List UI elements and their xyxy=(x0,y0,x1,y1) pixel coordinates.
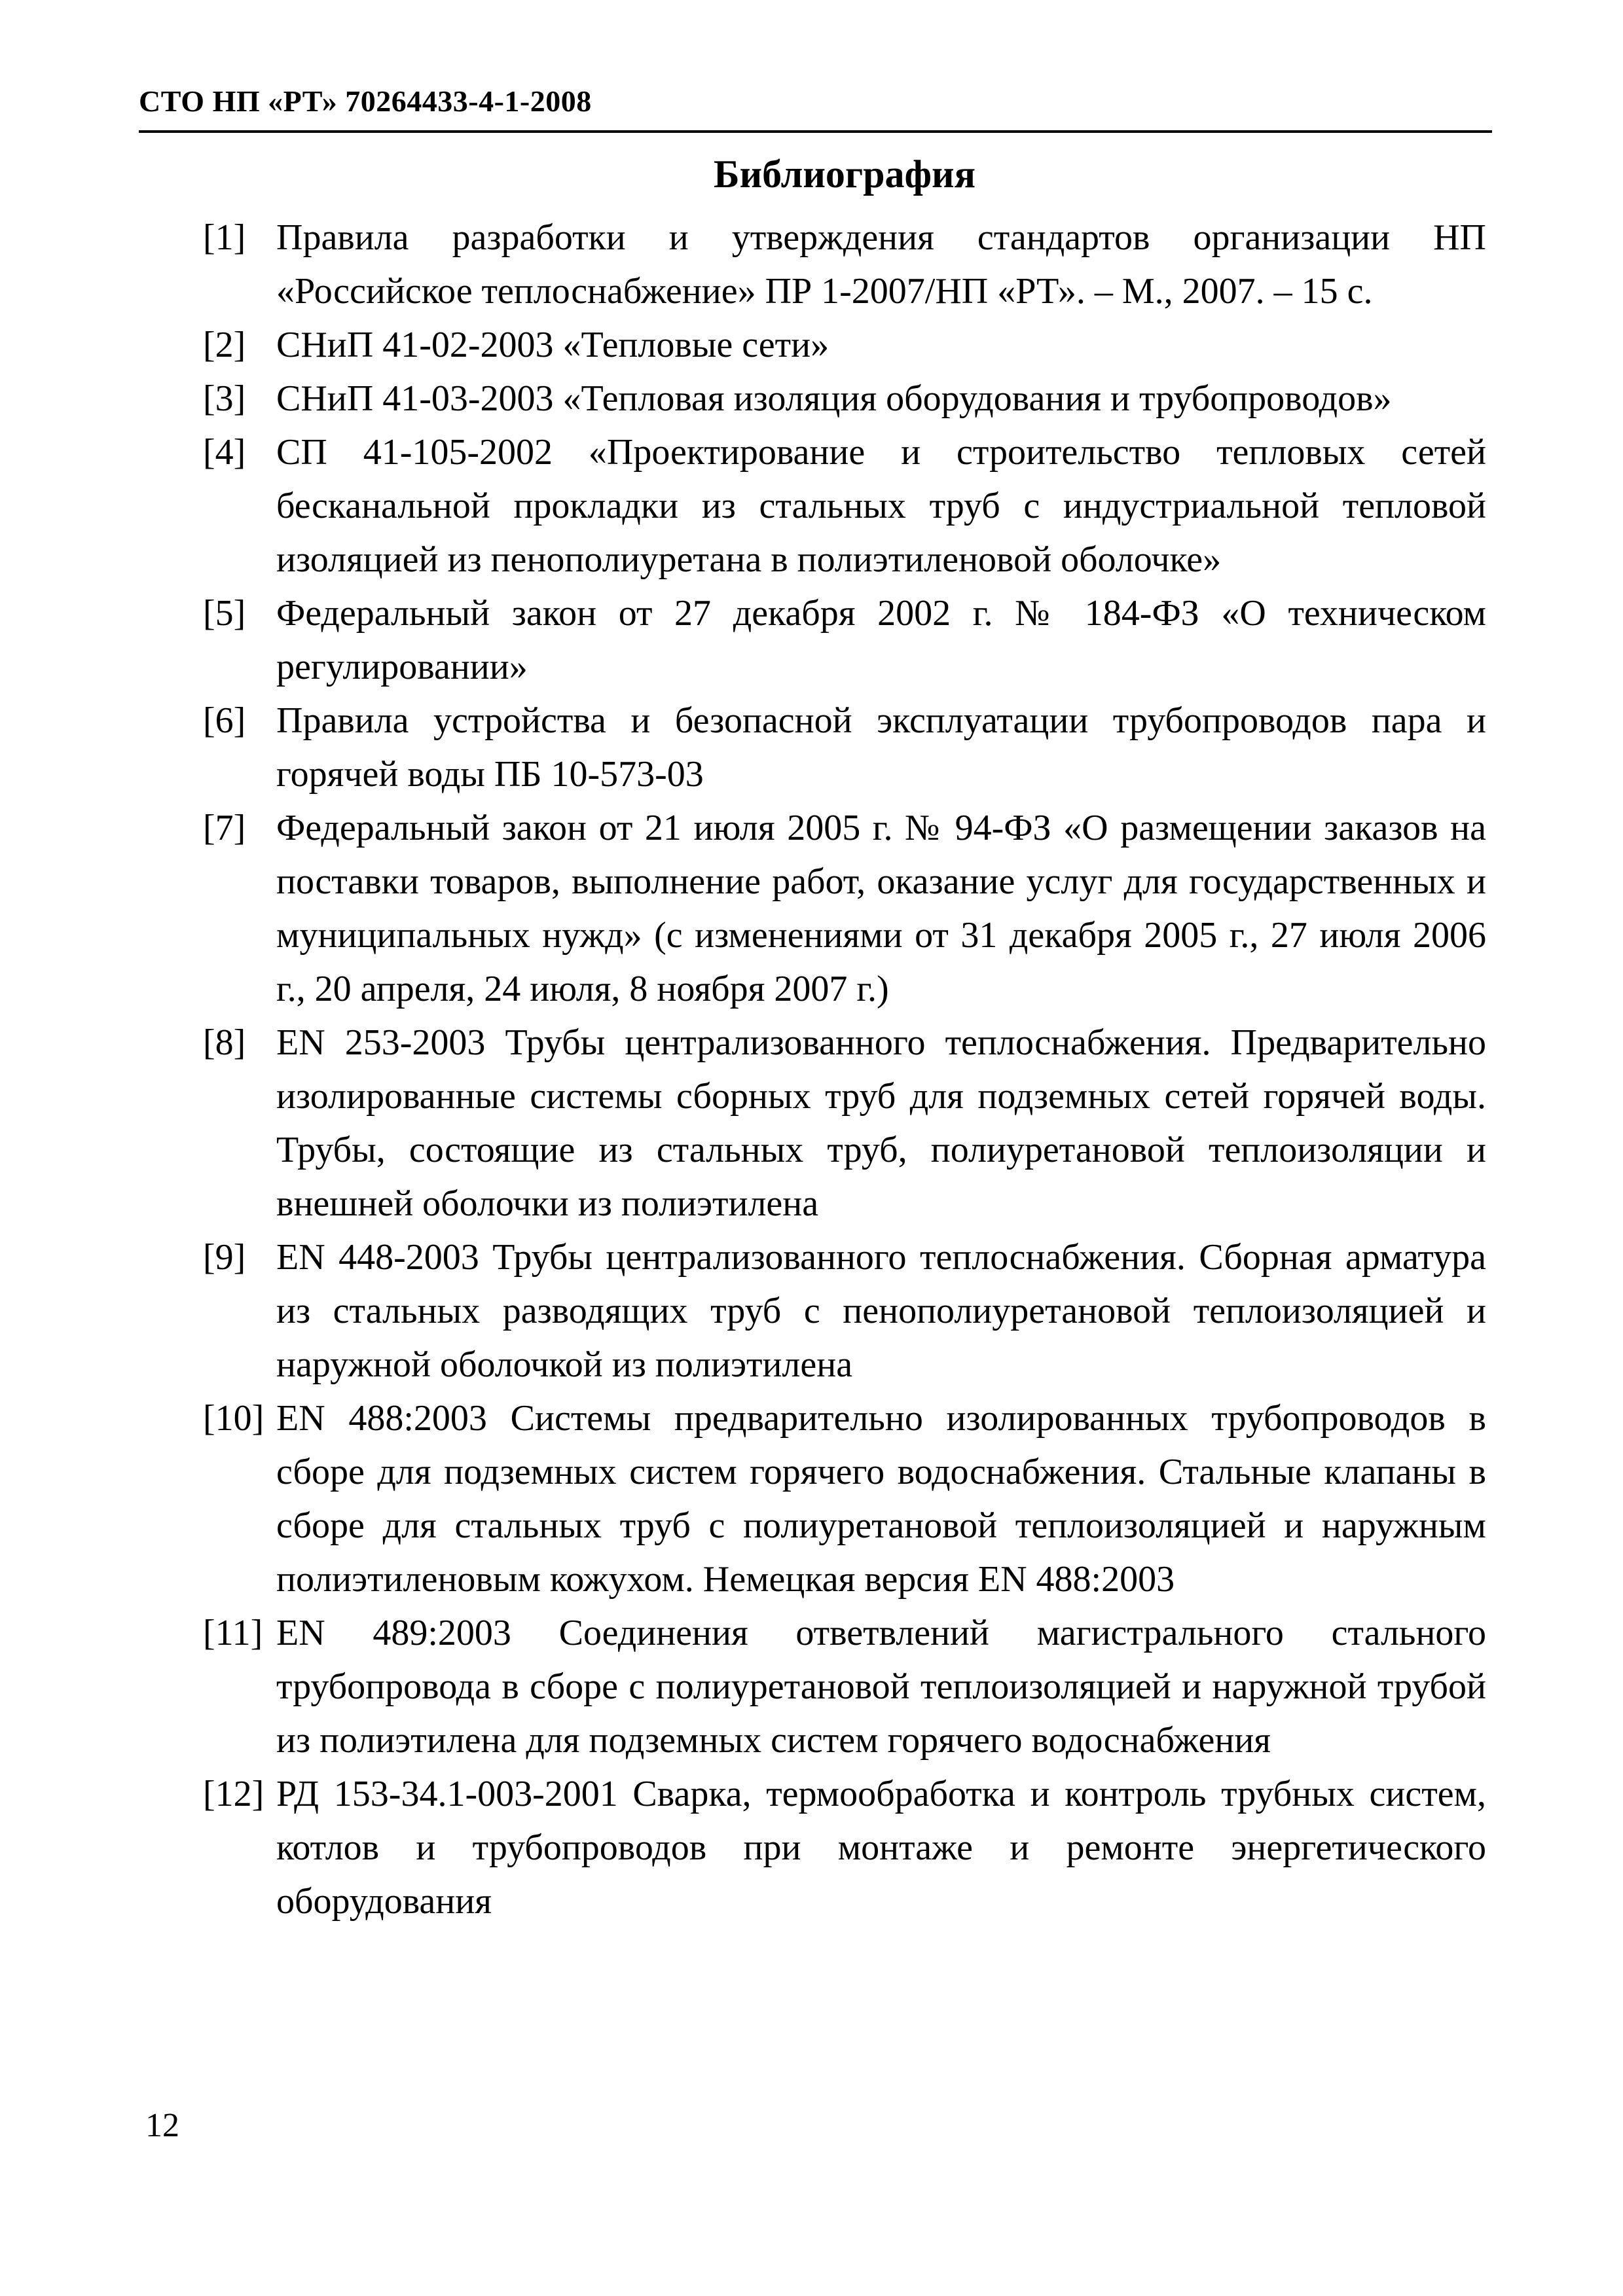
reference-text: СНиП 41-02-2003 «Тепловые сети» xyxy=(276,325,830,365)
reference-text: Федеральный закон от 27 декабря 2002 г. № 184-ФЗ «О техническом регулировании» xyxy=(276,593,1486,687)
reference-text: Правила устройства и безопасной эксплуатации трубопроводов пара и горячей воды ПБ 10-573-03 xyxy=(276,700,1486,795)
reference-number: [2] xyxy=(203,325,246,365)
reference-number: [11] xyxy=(203,1613,263,1653)
reference-item xyxy=(203,1230,1486,1391)
page-number: 12 xyxy=(145,2107,179,2144)
reference-text: EN 253-2003 Трубы централизованного теплоснабжения. Предварительно изолированные системы сборных труб для подземных сетей горячей воды. Трубы, состоящие из стальных труб, полиуретановой теплоизоляции и внешней оболочки из полиэтилена xyxy=(276,1022,1486,1224)
reference-number: [5] xyxy=(203,593,246,634)
reference-text: EN 448-2003 Трубы централизованного теплоснабжения. Сборная арматура из стальных разводящих труб с пенополиуретановой теплоизоляцией и наружной оболочкой из полиэтилена xyxy=(276,1237,1486,1385)
reference-number: [8] xyxy=(203,1022,246,1063)
page-title: Библиография xyxy=(713,152,976,196)
document-header: СТО НП «РТ» 70264433-4-1-2008 xyxy=(139,84,1492,133)
reference-item xyxy=(203,694,1486,801)
reference-item xyxy=(203,586,1486,694)
reference-number: [1] xyxy=(203,217,246,258)
reference-text: Федеральный закон от 21 июля 2005 г. № 94-ФЗ «О размещении заказов на поставки товаров, выполнение работ, оказание услуг для государственных и муниципальных нужд» (с изменениями от 31 декабря 2005 г., 27 июля 2006 г., 20 апреля, 24 июля, 8 ноября 2007 г.) xyxy=(276,808,1486,1009)
reference-item xyxy=(203,1606,1486,1767)
reference-text: СНиП 41-03-2003 «Тепловая изоляция оборудования и трубопроводов» xyxy=(276,378,1392,419)
reference-item xyxy=(203,211,1486,318)
bibliography-list xyxy=(203,211,1486,1928)
reference-number: [4] xyxy=(203,432,246,473)
reference-text: РД 153-34.1-003-2001 Сварка, термообработка и контроль трубных систем, котлов и трубопроводов при монтаже и ремонте энергетического оборудования xyxy=(276,1774,1486,1922)
reference-text: EN 488:2003 Системы предварительно изолированных трубопроводов в сборе для подземных систем горячего водоснабжения. Стальные клапаны в сборе для стальных труб с полиуретановой теплоизоляцией и наружным полиэтиленовым кожухом. Немецкая версия EN 488:2003 xyxy=(276,1398,1486,1600)
reference-number: [12] xyxy=(203,1774,264,1814)
reference-number: [3] xyxy=(203,378,246,419)
reference-text: Правила разработки и утверждения стандартов организации НП «Российское теплоснабжение» ПР 1-2007/НП «РТ». – М., 2007. – 15 с. xyxy=(276,217,1486,312)
reference-item xyxy=(203,1016,1486,1230)
reference-number: [9] xyxy=(203,1237,246,1278)
reference-item xyxy=(203,318,1486,372)
reference-item xyxy=(203,1391,1486,1606)
reference-item xyxy=(203,1767,1486,1928)
reference-text: EN 489:2003 Соединения ответвлений магистрального стального трубопровода в сборе с полиуретановой теплоизоляцией и наружной трубой из полиэтилена для подземных систем горячего водоснабжения xyxy=(276,1613,1486,1761)
reference-number: [10] xyxy=(203,1398,264,1439)
reference-item xyxy=(203,425,1486,586)
reference-number: [7] xyxy=(203,808,246,848)
reference-number: [6] xyxy=(203,700,246,741)
reference-text: СП 41-105-2002 «Проектирование и строительство тепловых сетей бесканальной прокладки из стальных труб с индустриальной тепловой изоляцией из пенополиуретана в полиэтиленовой оболочке» xyxy=(276,432,1486,580)
reference-item xyxy=(203,801,1486,1016)
reference-item xyxy=(203,372,1486,425)
